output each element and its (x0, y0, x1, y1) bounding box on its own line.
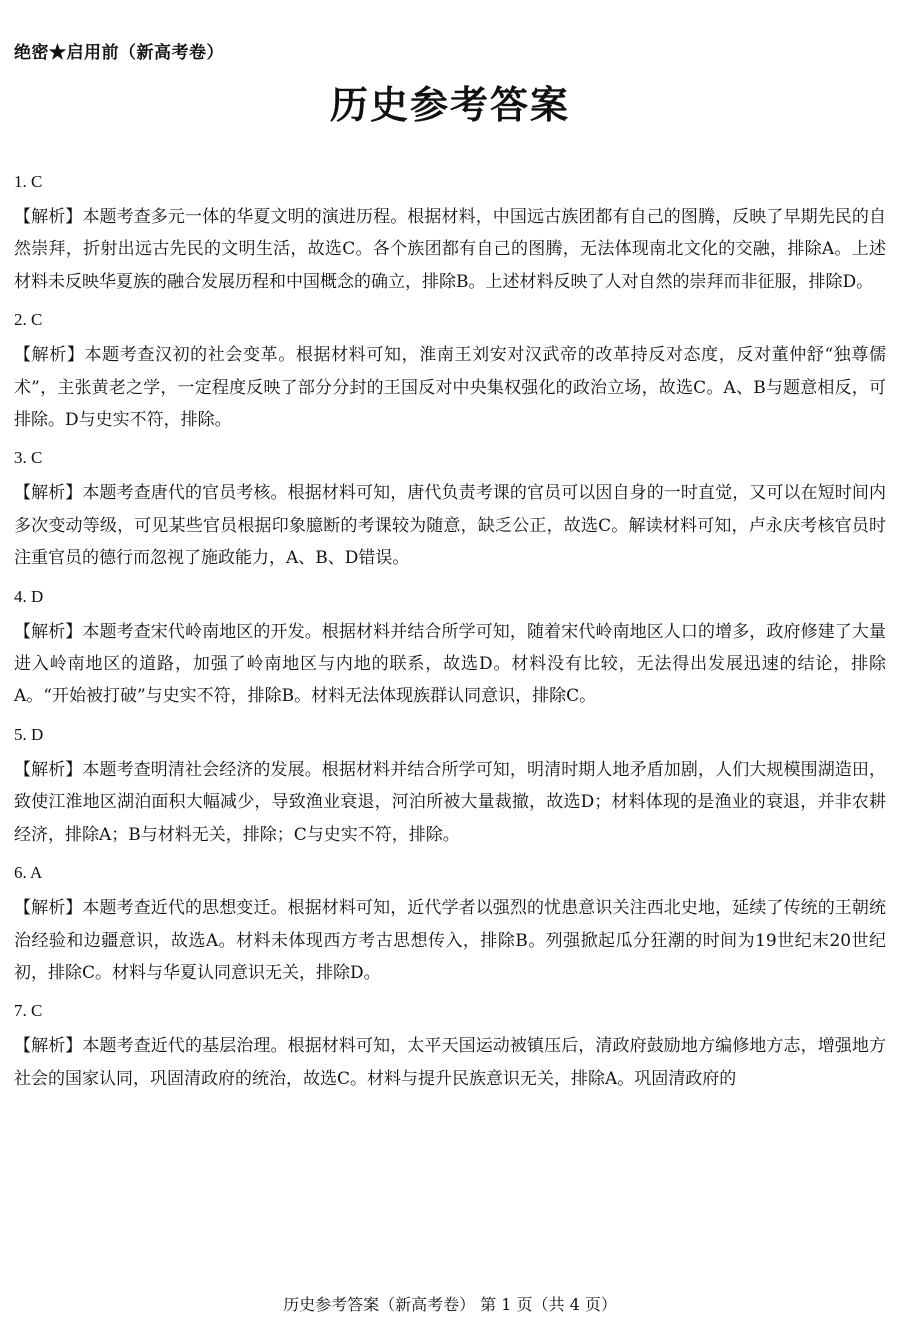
answer-item-1 (14, 168, 886, 298)
answer-item-5 (14, 721, 886, 851)
answer-item-3 (14, 444, 886, 574)
confidential-note: 绝密★启用前（新高考卷） (14, 43, 224, 63)
answer-item-4 (14, 583, 886, 713)
answer-analysis: 【解析】本题考查宋代岭南地区的开发。根据材料并结合所学可知，随着宋代岭南地区人口的增多，政府修建了大量进入岭南地区的道路，加强了岭南地区与内地的联系，故选D。材料没有比较，无法得出发展迅速的结论，排除A。“开始被打破”与史实不符，排除B。材料无法体现族群认同意识，排除C。 (14, 621, 886, 707)
answer-analysis: 【解析】本题考查近代的思想变迁。根据材料可知，近代学者以强烈的忧患意识关注西北史地，延续了传统的王朝统治经验和边疆意识，故选A。材料未体现西方考古思想传入，排除B。列强掀起瓜分狂潮的时间为19世纪末20世纪初，排除C。材料与华夏认同意识无关，排除D。 (14, 898, 886, 983)
answer-item-6 (14, 859, 886, 989)
answer-list (14, 168, 886, 1103)
answer-number: 1. C (14, 172, 43, 191)
answer-analysis: 【解析】本题考查近代的基层治理。根据材料可知，太平天国运动被镇压后，清政府鼓励地方编修地方志，增强地方社会的国家认同，巩固清政府的统治，故选C。材料与提升民族意识无关，排除A。巩固清政府的 (14, 1036, 886, 1089)
answer-number: 2. C (14, 310, 43, 330)
answer-number: 4. D (14, 586, 44, 606)
answer-analysis: 【解析】本题考查汉初的社会变革。根据材料可知，淮南王刘安对汉武帝的改革持反对态度，反对董仲舒“独尊儒术”，主张黄老之学，一定程度反映了部分分封的王国反对中央集权强化的政治立场，故选C。A、B与题意相反，可排除。D与史实不符，排除。 (14, 345, 886, 431)
answer-item-7 (14, 997, 886, 1095)
answer-analysis: 【解析】本题考查唐代的官员考核。根据材料可知，唐代负责考课的官员可以因自身的一时直觉，又可以在短时间内多次变动等级，可见某些官员根据印象臆断的考课较为随意，缺乏公正，故选C。解读材料可知，卢永庆考核官员时注重官员的德行而忽视了施政能力，A、B、D错误。 (14, 483, 886, 569)
answer-item-2 (14, 306, 886, 436)
page-footer: 历史参考答案（新高考卷） 第 1 页（共 4 页） (283, 1295, 617, 1314)
page-title: 历史参考答案 (329, 82, 570, 127)
answer-number: 3. C (14, 448, 43, 468)
answer-analysis: 【解析】本题考查多元一体的华夏文明的演进历程。根据材料，中国远古族团都有自己的图腾，反映了早期先民的自然崇拜，折射出远古先民的文明生活，故选C。各个族团都有自己的图腾，无法体现南北文化的交融，排除A。上述材料未反映华夏族的融合发展历程和中国概念的确立，排除B。上述材料反映了人对自然的崇拜而非征服，排除D。 (14, 207, 886, 292)
answer-number: 5. D (14, 724, 44, 744)
answer-number: 7. C (14, 1001, 43, 1021)
answer-number: 6. A (14, 863, 43, 883)
answer-analysis: 【解析】本题考查明清社会经济的发展。根据材料并结合所学可知，明清时期人地矛盾加剧，人们大规模围湖造田，致使江淮地区湖泊面积大幅减少，导致渔业衰退，河泊所被大量裁撤，故选D；材料体现的是渔业的衰退，并非农耕经济，排除A；B与材料无关，排除；C与史实不符，排除。 (14, 759, 886, 845)
